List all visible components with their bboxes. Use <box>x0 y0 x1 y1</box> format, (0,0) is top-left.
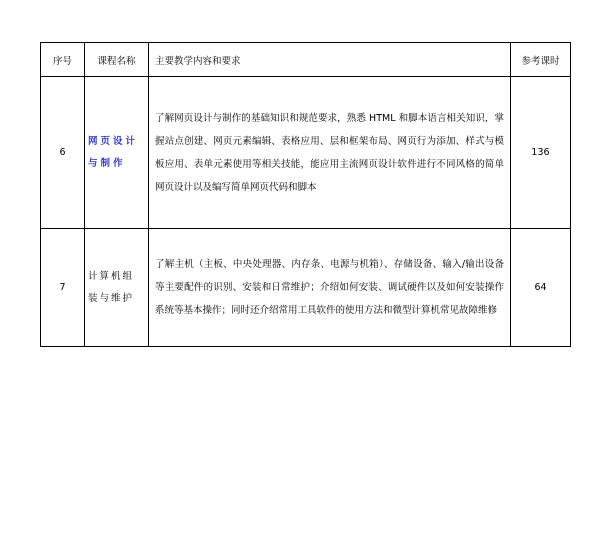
header-row <box>41 43 571 77</box>
course-table <box>40 42 571 347</box>
row-course-name: 计算机组装与维护 <box>85 229 149 347</box>
table-row <box>41 229 571 347</box>
header-content: 主要教学内容和要求 <box>149 43 511 77</box>
table-header <box>41 43 571 77</box>
header-course-name: 课程名称 <box>85 43 149 77</box>
row-no: 6 <box>41 77 85 229</box>
row-course-name: 网页设计与制作 <box>85 77 149 229</box>
table-row <box>41 77 571 229</box>
header-no: 序号 <box>41 43 85 77</box>
row-hours: 136 <box>511 77 571 229</box>
row-no: 7 <box>41 229 85 347</box>
row-hours: 64 <box>511 229 571 347</box>
row-content: 了解网页设计与制作的基础知识和规范要求，熟悉 HTML 和脚本语言相关知识，掌握站点创建、网页元素编辑、表格应用、层和框架布局、网页行为添加、样式与模板应用、表单元素使用等相关技能，能应用主流网页设计软件进行不同风格的简单网页设计以及编写简单网页代码和脚本 <box>149 77 511 229</box>
header-hours: 参考课时 <box>511 43 571 77</box>
table-body <box>41 77 571 347</box>
row-content: 了解主机（主板、中央处理器、内存条、电源与机箱）、存储设备、输入/输出设备等主要配件的识别、安装和日常维护；介绍如何安装、调试硬件以及如何安装操作系统等基本操作；同时还介绍常用工具软件的使用方法和微型计算机常见故障维修 <box>149 229 511 347</box>
